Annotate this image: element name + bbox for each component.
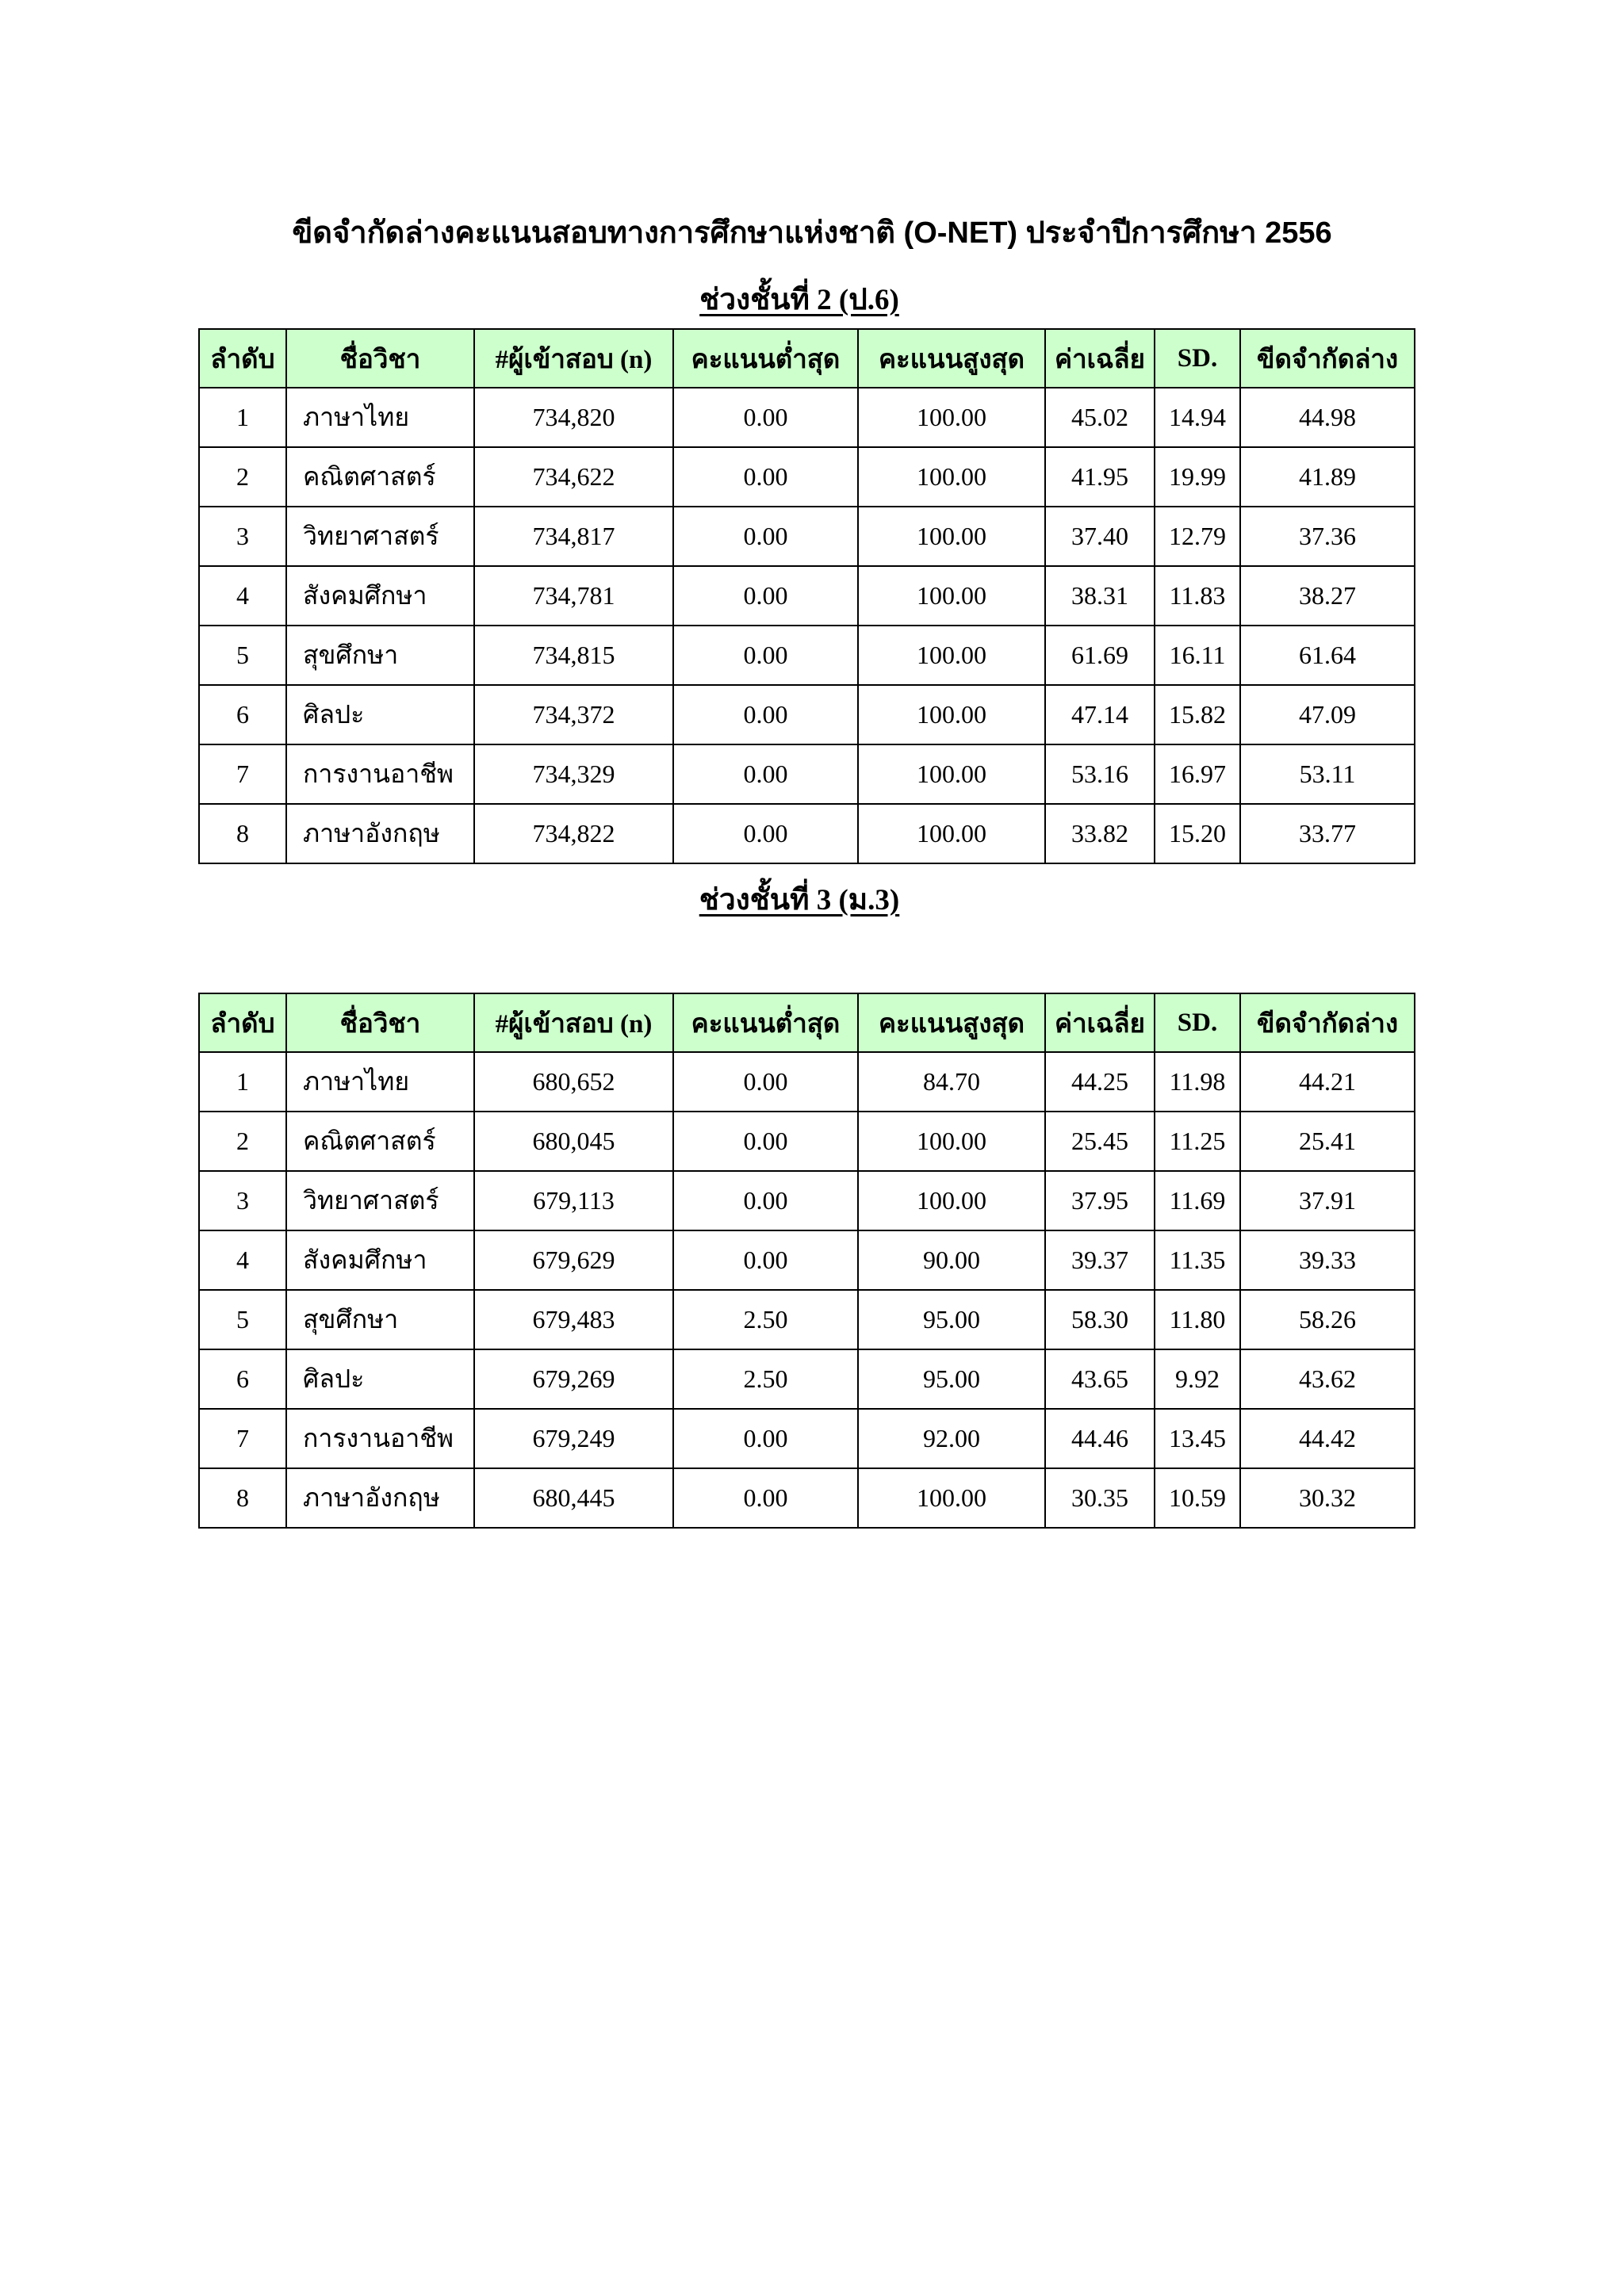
cell-col-sd: 15.20 — [1155, 804, 1240, 863]
cell-col-mean: 37.40 — [1045, 507, 1155, 566]
cell-col-lower-limit: 61.64 — [1240, 626, 1415, 685]
cell-col-sd: 12.79 — [1155, 507, 1240, 566]
cell-col-subject: ศิลปะ — [286, 685, 474, 744]
cell-col-sd: 10.59 — [1155, 1468, 1240, 1528]
cell-col-sd: 19.99 — [1155, 447, 1240, 507]
cell-col-min-score: 0.00 — [673, 507, 858, 566]
cell-col-lower-limit: 44.42 — [1240, 1409, 1415, 1468]
cell-col-subject: ศิลปะ — [286, 1349, 474, 1409]
cell-col-subject: คณิตศาสตร์ — [286, 447, 474, 507]
cell-col-rank: 4 — [199, 566, 286, 626]
cell-col-min-score: 0.00 — [673, 388, 858, 447]
cell-col-examinees: 734,329 — [474, 744, 673, 804]
cell-col-max-score: 100.00 — [858, 1468, 1045, 1528]
cell-col-max-score: 100.00 — [858, 507, 1045, 566]
cell-col-rank: 3 — [199, 507, 286, 566]
cell-col-subject: สังคมศึกษา — [286, 1230, 474, 1290]
cell-col-lower-limit: 47.09 — [1240, 685, 1415, 744]
score-table-m3 — [198, 993, 1415, 1529]
table-row — [199, 507, 1415, 566]
cell-col-sd: 11.69 — [1155, 1171, 1240, 1230]
cell-col-mean: 43.65 — [1045, 1349, 1155, 1409]
cell-col-rank: 3 — [199, 1171, 286, 1230]
cell-col-rank: 5 — [199, 626, 286, 685]
cell-col-lower-limit: 44.98 — [1240, 388, 1415, 447]
cell-col-min-score: 0.00 — [673, 626, 858, 685]
cell-col-examinees: 680,652 — [474, 1052, 673, 1112]
cell-col-min-score: 0.00 — [673, 1468, 858, 1528]
cell-col-mean: 37.95 — [1045, 1171, 1155, 1230]
cell-col-max-score: 100.00 — [858, 685, 1045, 744]
cell-col-lower-limit: 30.32 — [1240, 1468, 1415, 1528]
table-row — [199, 388, 1415, 447]
cell-col-examinees: 679,483 — [474, 1290, 673, 1349]
cell-col-sd: 11.83 — [1155, 566, 1240, 626]
cell-col-lower-limit: 33.77 — [1240, 804, 1415, 863]
cell-col-mean: 41.95 — [1045, 447, 1155, 507]
table-row — [199, 626, 1415, 685]
cell-col-rank: 5 — [199, 1290, 286, 1349]
cell-col-min-score: 0.00 — [673, 1230, 858, 1290]
cell-col-min-score: 2.50 — [673, 1349, 858, 1409]
cell-col-rank: 1 — [199, 388, 286, 447]
table-header-row — [199, 993, 1415, 1052]
cell-col-max-score: 95.00 — [858, 1349, 1045, 1409]
cell-col-lower-limit: 38.27 — [1240, 566, 1415, 626]
cell-col-lower-limit: 53.11 — [1240, 744, 1415, 804]
cell-col-rank: 8 — [199, 1468, 286, 1528]
header-col-subject: ชื่อวิชา — [286, 329, 474, 388]
cell-col-mean: 45.02 — [1045, 388, 1155, 447]
cell-col-min-score: 0.00 — [673, 1409, 858, 1468]
score-table-p6 — [198, 328, 1415, 864]
cell-col-examinees: 734,817 — [474, 507, 673, 566]
header-col-rank: ลำดับ — [199, 329, 286, 388]
cell-col-min-score: 0.00 — [673, 1112, 858, 1171]
cell-col-mean: 44.25 — [1045, 1052, 1155, 1112]
cell-col-max-score: 92.00 — [858, 1409, 1045, 1468]
cell-col-subject: การงานอาชีพ — [286, 1409, 474, 1468]
cell-col-min-score: 0.00 — [673, 685, 858, 744]
table-header-row — [199, 329, 1415, 388]
cell-col-mean: 39.37 — [1045, 1230, 1155, 1290]
cell-col-subject: คณิตศาสตร์ — [286, 1112, 474, 1171]
header-col-mean: ค่าเฉลี่ย — [1045, 329, 1155, 388]
cell-col-examinees: 679,629 — [474, 1230, 673, 1290]
cell-col-examinees: 679,113 — [474, 1171, 673, 1230]
cell-col-subject: ภาษาไทย — [286, 388, 474, 447]
cell-col-sd: 11.98 — [1155, 1052, 1240, 1112]
cell-col-mean: 33.82 — [1045, 804, 1155, 863]
cell-col-sd: 11.25 — [1155, 1112, 1240, 1171]
table-row — [199, 447, 1415, 507]
table-row — [199, 804, 1415, 863]
header-col-max-score: คะแนนสูงสุด — [858, 329, 1045, 388]
table-row — [199, 1290, 1415, 1349]
header-col-mean: ค่าเฉลี่ย — [1045, 993, 1155, 1052]
table-row — [199, 566, 1415, 626]
cell-col-sd: 14.94 — [1155, 388, 1240, 447]
header-col-sd: SD. — [1155, 329, 1240, 388]
cell-col-max-score: 100.00 — [858, 804, 1045, 863]
cell-col-max-score: 100.00 — [858, 1171, 1045, 1230]
cell-col-mean: 30.35 — [1045, 1468, 1155, 1528]
cell-col-sd: 9.92 — [1155, 1349, 1240, 1409]
cell-col-lower-limit: 39.33 — [1240, 1230, 1415, 1290]
cell-col-min-score: 0.00 — [673, 1052, 858, 1112]
cell-col-lower-limit: 25.41 — [1240, 1112, 1415, 1171]
header-col-sd: SD. — [1155, 993, 1240, 1052]
cell-col-lower-limit: 37.36 — [1240, 507, 1415, 566]
cell-col-max-score: 100.00 — [858, 447, 1045, 507]
cell-col-mean: 58.30 — [1045, 1290, 1155, 1349]
header-col-rank: ลำดับ — [199, 993, 286, 1052]
cell-col-examinees: 679,269 — [474, 1349, 673, 1409]
section-subtitle-m3: ช่วงชั้นที่ 3 (ม.3) — [699, 884, 900, 916]
cell-col-rank: 8 — [199, 804, 286, 863]
cell-col-mean: 25.45 — [1045, 1112, 1155, 1171]
cell-col-subject: ภาษาอังกฤษ — [286, 1468, 474, 1528]
cell-col-examinees: 680,045 — [474, 1112, 673, 1171]
cell-col-examinees: 734,781 — [474, 566, 673, 626]
cell-col-sd: 11.35 — [1155, 1230, 1240, 1290]
document-title: ขีดจำกัดล่างคะแนนสอบทางการศึกษาแห่งชาติ (O-NET) ประจำปีการศึกษา 2556 — [292, 216, 1332, 250]
cell-col-subject: ภาษาไทย — [286, 1052, 474, 1112]
section-subtitle-p6: ช่วงชั้นที่ 2 (ป.6) — [699, 284, 899, 316]
header-col-examinees: #ผู้เข้าสอบ (n) — [474, 329, 673, 388]
cell-col-sd: 16.11 — [1155, 626, 1240, 685]
cell-col-rank: 6 — [199, 1349, 286, 1409]
table-row — [199, 744, 1415, 804]
cell-col-lower-limit: 37.91 — [1240, 1171, 1415, 1230]
cell-col-lower-limit: 44.21 — [1240, 1052, 1415, 1112]
cell-col-rank: 2 — [199, 1112, 286, 1171]
table-row — [199, 1052, 1415, 1112]
table-row — [199, 1171, 1415, 1230]
cell-col-rank: 7 — [199, 1409, 286, 1468]
cell-col-subject: ภาษาอังกฤษ — [286, 804, 474, 863]
cell-col-lower-limit: 43.62 — [1240, 1349, 1415, 1409]
cell-col-rank: 6 — [199, 685, 286, 744]
table-row — [199, 1409, 1415, 1468]
cell-col-subject: สุขศึกษา — [286, 626, 474, 685]
cell-col-mean: 53.16 — [1045, 744, 1155, 804]
cell-col-min-score: 2.50 — [673, 1290, 858, 1349]
header-col-max-score: คะแนนสูงสุด — [858, 993, 1045, 1052]
cell-col-mean: 47.14 — [1045, 685, 1155, 744]
cell-col-max-score: 95.00 — [858, 1290, 1045, 1349]
cell-col-subject: การงานอาชีพ — [286, 744, 474, 804]
cell-col-max-score: 90.00 — [858, 1230, 1045, 1290]
cell-col-rank: 2 — [199, 447, 286, 507]
cell-col-sd: 16.97 — [1155, 744, 1240, 804]
cell-col-rank: 7 — [199, 744, 286, 804]
table-row — [199, 1230, 1415, 1290]
cell-col-max-score: 84.70 — [858, 1052, 1045, 1112]
cell-col-mean: 38.31 — [1045, 566, 1155, 626]
table-row — [199, 1468, 1415, 1528]
header-col-lower-limit: ขีดจำกัดล่าง — [1240, 993, 1415, 1052]
table-row — [199, 1112, 1415, 1171]
cell-col-rank: 1 — [199, 1052, 286, 1112]
cell-col-min-score: 0.00 — [673, 447, 858, 507]
cell-col-lower-limit: 58.26 — [1240, 1290, 1415, 1349]
cell-col-examinees: 734,822 — [474, 804, 673, 863]
header-col-min-score: คะแนนต่ำสุด — [673, 993, 858, 1052]
header-col-lower-limit: ขีดจำกัดล่าง — [1240, 329, 1415, 388]
cell-col-subject: สังคมศึกษา — [286, 566, 474, 626]
cell-col-mean: 61.69 — [1045, 626, 1155, 685]
cell-col-examinees: 680,445 — [474, 1468, 673, 1528]
cell-col-min-score: 0.00 — [673, 744, 858, 804]
cell-col-sd: 15.82 — [1155, 685, 1240, 744]
cell-col-mean: 44.46 — [1045, 1409, 1155, 1468]
cell-col-min-score: 0.00 — [673, 566, 858, 626]
cell-col-lower-limit: 41.89 — [1240, 447, 1415, 507]
cell-col-rank: 4 — [199, 1230, 286, 1290]
header-col-examinees: #ผู้เข้าสอบ (n) — [474, 993, 673, 1052]
cell-col-examinees: 734,820 — [474, 388, 673, 447]
cell-col-min-score: 0.00 — [673, 804, 858, 863]
cell-col-max-score: 100.00 — [858, 1112, 1045, 1171]
cell-col-sd: 11.80 — [1155, 1290, 1240, 1349]
cell-col-max-score: 100.00 — [858, 566, 1045, 626]
header-col-subject: ชื่อวิชา — [286, 993, 474, 1052]
cell-col-examinees: 734,815 — [474, 626, 673, 685]
cell-col-subject: วิทยาศาสตร์ — [286, 1171, 474, 1230]
cell-col-max-score: 100.00 — [858, 626, 1045, 685]
table-row — [199, 685, 1415, 744]
cell-col-subject: วิทยาศาสตร์ — [286, 507, 474, 566]
table-row — [199, 1349, 1415, 1409]
cell-col-subject: สุขศึกษา — [286, 1290, 474, 1349]
cell-col-examinees: 734,372 — [474, 685, 673, 744]
cell-col-sd: 13.45 — [1155, 1409, 1240, 1468]
cell-col-min-score: 0.00 — [673, 1171, 858, 1230]
header-col-min-score: คะแนนต่ำสุด — [673, 329, 858, 388]
cell-col-examinees: 734,622 — [474, 447, 673, 507]
cell-col-max-score: 100.00 — [858, 388, 1045, 447]
cell-col-max-score: 100.00 — [858, 744, 1045, 804]
cell-col-examinees: 679,249 — [474, 1409, 673, 1468]
